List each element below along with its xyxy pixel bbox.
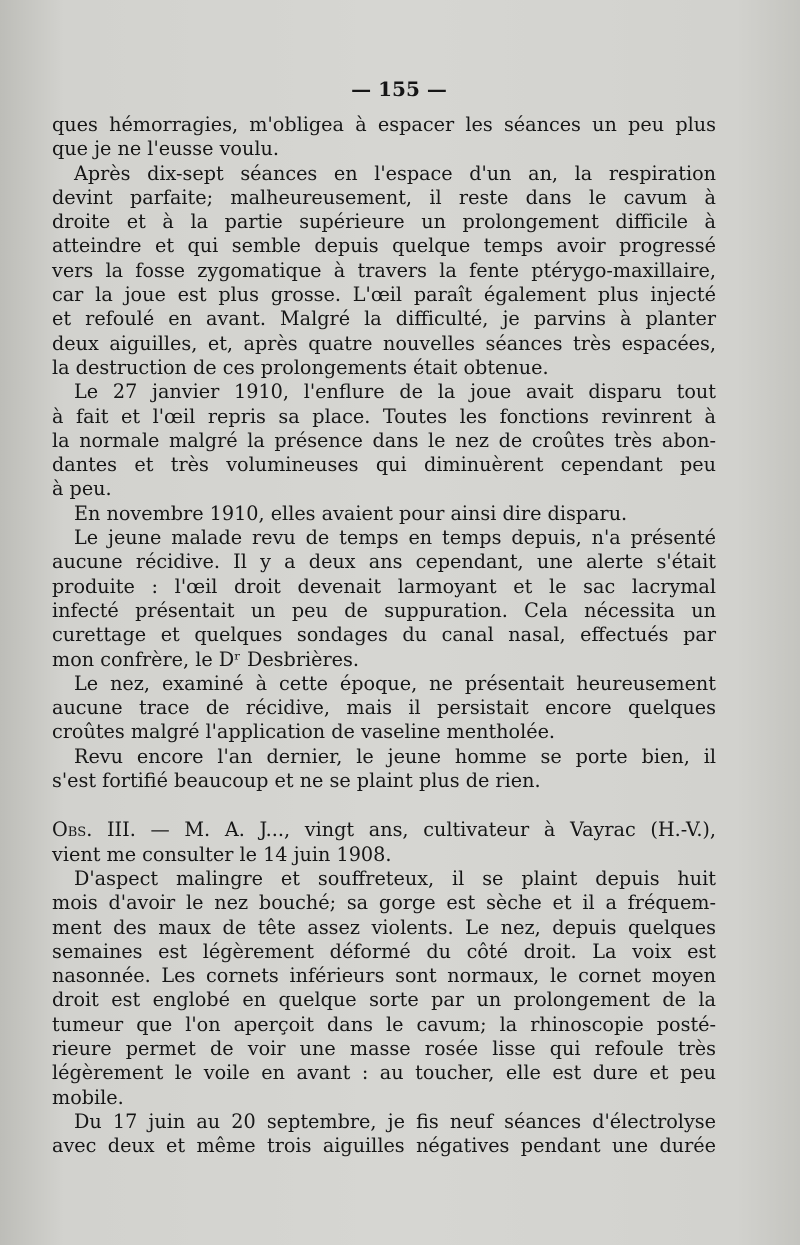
text-line: vers la fosse zygomatique à travers la fente ptérygo-maxillaire, [52, 258, 716, 282]
text-line: atteindre et qui semble depuis quelque temps avoir progressé [52, 234, 716, 258]
observation-second-line: vient me consulter le 14 juin 1908. [52, 842, 392, 866]
text-line: avec deux et même trois aiguilles négatives pendant une durée [52, 1134, 716, 1158]
text-body-top [52, 113, 716, 793]
text-line: légèrement le voile en avant : au toucher, elle est dure et peu [52, 1061, 716, 1085]
text-line: rieure permet de voir une masse rosée lisse qui refoule très [52, 1036, 716, 1060]
paragraph [52, 380, 716, 501]
text-line: ques hémorragies, m'obligea à espacer les séances un peu plus [52, 113, 716, 136]
text-line: que je ne l'eusse voulu. [52, 137, 279, 161]
text-line: droite et à la partie supérieure un prolongement difficile à [52, 210, 716, 234]
text-line: s'est fortifié beaucoup et ne se plaint plus de rien. [52, 769, 541, 793]
text-line: Du 17 juin au 20 septembre, je fis neuf séances d'électrolyse [74, 1109, 716, 1133]
text-line: droit est englobé en quelque sorte par un prolongement de la [52, 988, 716, 1012]
text-line: croûtes malgré l'application de vaseline mentholée. [52, 720, 556, 744]
paragraph [52, 745, 716, 794]
text-line: à peu. [52, 477, 112, 501]
paragraph [52, 672, 716, 745]
text-line: car la joue est plus grosse. L'œil paraît également plus injecté [52, 283, 716, 307]
paragraph [52, 1110, 716, 1159]
text-line: En novembre 1910, elles avaient pour ainsi dire disparu. [74, 501, 628, 525]
text-line: deux aiguilles, et, après quatre nouvelles séances très espacées, [52, 331, 716, 355]
paragraph [52, 502, 716, 526]
text-line: Revu encore l'an dernier, le jeune homme se porte bien, il [74, 744, 716, 768]
paragraph [52, 526, 716, 672]
text-line: ment des maux de tête assez violents. Le nez, depuis quelques [52, 915, 716, 939]
text-line: D'aspect malingre et souffreteux, il se plaint depuis huit [74, 866, 716, 890]
text-line: devint parfaite; malheureusement, il reste dans le cavum à [52, 185, 716, 209]
page-number: — 155 — [351, 77, 447, 101]
text-line: produite : l'œil droit devenait larmoyant et le sac lacrymal [52, 574, 716, 598]
text-line: curettage et quelques sondages du canal nasal, effectués par [52, 623, 716, 647]
text-line: Après dix-sept séances en l'espace d'un an, la respiration [74, 161, 716, 185]
text-line: à fait et l'œil repris sa place. Toutes les fonctions revinrent à [52, 404, 716, 428]
text-line: mois d'avoir le nez bouché; sa gorge est sèche et il a fréquem- [52, 891, 716, 915]
text-line: Le jeune malade revu de temps en temps depuis, n'a présenté [74, 526, 716, 550]
section-gap [52, 793, 716, 818]
text-line: infecté présentait un peu de suppuration. Cela nécessita un [52, 598, 716, 622]
text-line: la normale malgré la présence dans le nez de croûtes très abon- [52, 428, 716, 452]
text-line: aucune trace de récidive, mais il persistait encore quelques [52, 696, 716, 720]
observation-block [52, 818, 716, 867]
text-line: Le nez, examiné à cette époque, ne présentait heureusement [74, 671, 716, 695]
text-line: mon confrère, le Dʳ Desbrières. [52, 647, 359, 671]
paragraph [52, 113, 716, 162]
text-line: dantes et très volumineuses qui diminuèrent cependant peu [52, 453, 716, 477]
text-line: aucune récidive. Il y a deux ans cependant, une alerte s'était [52, 550, 716, 574]
text-line: et refoulé en avant. Malgré la difficulté, je parvins à planter [52, 307, 716, 331]
paragraph [52, 162, 716, 381]
text-line: la destruction de ces prolongements était obtenue. [52, 355, 549, 379]
observation-heading: Obs. III. [52, 818, 136, 842]
text-line: Le 27 janvier 1910, l'enflure de la joue avait disparu tout [74, 380, 716, 404]
text-line: mobile. [52, 1085, 124, 1109]
text-line: nasonnée. Les cornets inférieurs sont normaux, le cornet moyen [52, 964, 716, 988]
text-line: semaines est légèrement déformé du côté droit. La voix est [52, 939, 716, 963]
paragraph [52, 867, 716, 1110]
text-line: tumeur que l'on aperçoit dans le cavum; la rhinoscopie posté- [52, 1012, 716, 1036]
observation-first-line [52, 818, 716, 842]
text-body-bottom [52, 867, 716, 1159]
observation-intro: — M. A. J..., vingt ans, cultivateur à Vayrac (H.-V.), [150, 818, 717, 842]
